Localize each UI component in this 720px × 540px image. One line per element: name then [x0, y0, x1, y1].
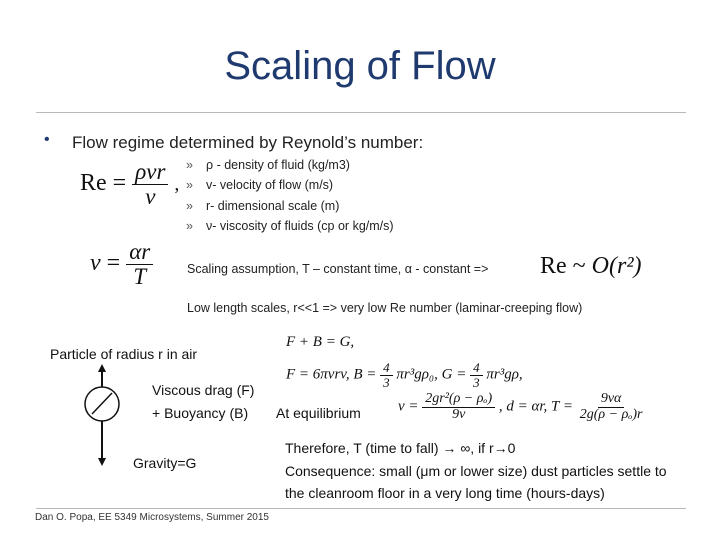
consequence-line-1: Consequence: small (μm or lower size) dust particles settle to [285, 463, 667, 479]
consequence-line-2: the cleanroom floor in a very long time (hours-days) [285, 485, 605, 501]
re-numerator: ρvr [132, 160, 168, 185]
therefore-text: Therefore, T (time to fall) → ∞, if r→0 [285, 440, 516, 456]
reynolds-equation [80, 160, 179, 209]
re-lhs: Re [80, 170, 107, 197]
velocity-scaling-equation: v = $\frac{\alpha r}{T}$ [90, 240, 153, 289]
definition-item: » r- dimensional scale (m) [186, 199, 340, 213]
scaling-assumption: Scaling assumption, T – constant time, α - constant => [187, 262, 489, 276]
v-denominator: T [133, 264, 147, 290]
slide-title: Scaling of Flow [224, 44, 496, 88]
footer-text: Dan O. Popa, EE 5349 Microsystems, Summer 2015 [35, 512, 269, 523]
gravity-label: Gravity=G [133, 455, 197, 471]
radius-line [92, 393, 112, 414]
buoyancy-label: + Buoyancy (B) [152, 405, 249, 421]
force-balance-equation: F + B = G, [286, 334, 355, 350]
equilibrium-label: At equilibrium [276, 405, 361, 421]
order-equation: Re ~ O(r²) [540, 253, 642, 279]
terminal-velocity-equation: v = $\frac{\text{2gr²(ρ − ρₒ)}}{9\nu}$ , d = αr, T = $\frac{9\nu\alpha}{\text{2g(ρ − ρₒ)r}}$ [398, 391, 643, 422]
force-definitions-equation: F = 6πνrv, B = $\frac{4}{3}$ πr³gρ₀, G = $\frac{4}{3}$ πr³gρ, [286, 360, 523, 390]
bottom-divider [36, 508, 686, 509]
re-denominator: ν [145, 184, 156, 210]
top-divider [36, 112, 686, 113]
v-numerator: αr [126, 240, 153, 265]
particle-diagram [80, 360, 140, 472]
viscous-drag-label: Viscous drag (F) [152, 382, 255, 398]
particle-label: Particle of radius r in air [50, 346, 198, 362]
re-equals: = [112, 170, 127, 197]
re-comma: , [174, 173, 180, 196]
bullet-text: Flow regime determined by Reynold’s number: [72, 133, 424, 152]
bullet-marker: • [44, 131, 50, 148]
definition-item: » ρ - density of fluid (kg/m3) [186, 158, 350, 172]
definition-item: » v- velocity of flow (m/s) [186, 178, 334, 192]
low-length-note: Low length scales, r<<1 => very low Re number (laminar-creeping flow) [187, 301, 583, 315]
definition-item: » ν- viscosity of fluids (cp or kg/m/s) [186, 219, 394, 233]
